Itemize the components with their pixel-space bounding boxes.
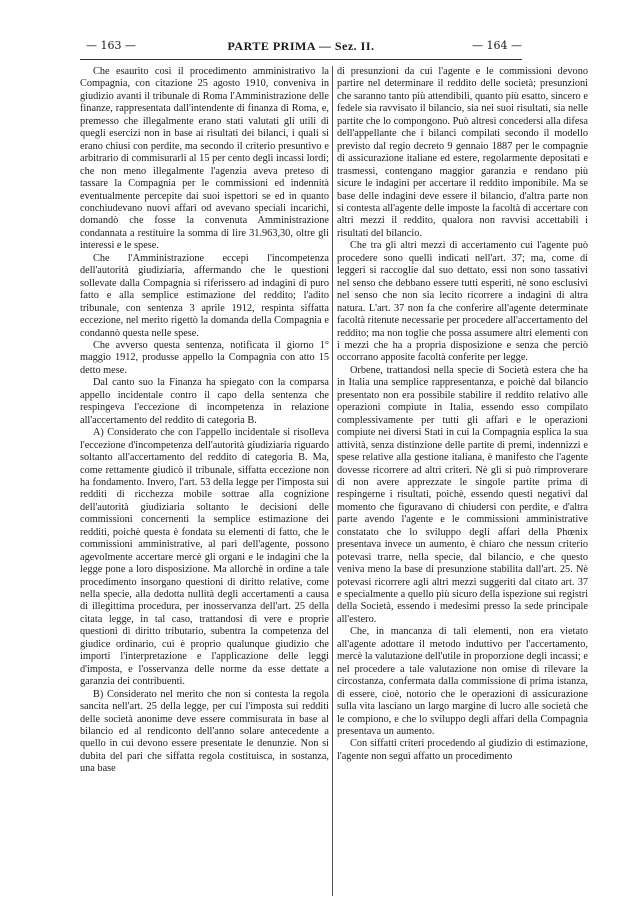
right-column: [337, 66, 588, 763]
column-divider: [332, 66, 333, 896]
running-header: [80, 36, 522, 56]
paragraph: B) Considerato nel merito che non si contesta la regola sancita nell'art. 25 della legge, per cui l'imposta sui redditi delle società anonime deve essere commisurata in base al bilancio ed al rendiconto dell'anno solare antecedente a quello in cui devono essere presentate le denunzie. Non si dubita del pari che siffatta regola costituisca, in sostanza, una base: [80, 688, 329, 775]
left-column: [80, 66, 329, 776]
page-number-left: — 163 —: [86, 39, 136, 52]
header-rule: [80, 59, 522, 60]
header-title: PARTE PRIMA — Sez. II.: [227, 39, 375, 53]
paragraph: A) Considerato che con l'appello incidentale si risolleva l'eccezione d'incompetenza dell'autorità giudiziaria riguardo soltanto all'accertamento del reddito di categoria B. Ma, come rettamente giudicò il tribunale, siffatta eccezione non ha fondamento. Invero, l'art. 53 della legge per l'imposta sui redditi di ricchezza mobile sottrae alla cognizione dell'autorità giudiziaria soltanto le decisioni delle commissioni concernenti la semplice estimazione dei redditi, poichè questa è fondata su elementi di fatto, che le commissioni amministrative, al pari dell'agente, possono agevolmente accertare mercè gli organi e le indagini che la legge pone a loro disposizione. Ma allorchè in ordine a tale procedimento insorgano questioni di diritto relative, come nella specie, alla dedotta nullità degli accertamenti a causa di illegittima procedura, per inosservanza dell'art. 25 della citata legge, in tal caso, trattandosi di vere e proprie questioni di diritto tributario, subentra la competenza del giudice ordinario, cui è proprio qualunque giudizio che importi l'interpretazione e l'applicazione delle leggi d'imposta, e l'osservanza delle norme da esse dettate a garanzia dei contribuenti.: [80, 427, 329, 688]
paragraph: Che l'Amministrazione eccepì l'incompetenza dell'autorità giudiziaria, affermando che le questioni sollevate dalla Compagnia si riferissero ad indagini di puro fatto e alla semplice estimazione del reddito; l'adito tribunale, con sentenza 3 aprile 1912, respinta siffatta eccezione, nel merito rigettò la domanda della Compagnia e condannò questa nelle spese.: [80, 252, 329, 339]
paragraph: Dal canto suo la Finanza ha spiegato con la comparsa appello incidentale contro il capo della sentenza che respingeva l'eccezione di incompetenza in relazione all'accertamento del reddito di categoria B.: [80, 377, 329, 426]
paragraph: Orbene, trattandosi nella specie di Società estera che ha in Italia una semplice rappresentanza, e poichè dal bilancio presentato non era possibile stabilire il reddito relativo alle operazioni compiute in Italia, essendo esso compilato complessivamente per tutti gli affari e le operazioni compiute nei diversi Stati in cui la Compagnia esplica la sua attività, senza distinzione delle partite di premi, indennizzi e spese relative alla gestione italiana, è manifesto che l'agente dovesse ricorrere ad altri criteri. Nè gli si può rimproverare di non avere apprezzate le singole partite prima di respingerne i risultati, poichè, essendo questi negativi dal momento che figuravano di chiudersi con perdite, e d'altra parte avendo l'agente e le commissioni amministrative constatato che lo sviluppo degli affari della Phœnix presentava invece un aumento, è chiaro che nessun criterio potevasi trarre, nella specie, dal bilancio, e che questo veniva meno la base di presunzione stabilita dall'art. 25. Nè potevasi ricorrere agli altri mezzi suggeriti dal citato art. 37 e specialmente a quello più sicuro della ispezione sui registri della Società, essendo i medesimi presso la sede principale all'estero.: [337, 364, 588, 625]
paragraph: di presunzioni da cui l'agente e le commissioni devono partire nel determinare il reddito delle società; presunzioni che saranno tanto più attendibili, quanto più esatto, sincero e fedele sia ravvisato il bilancio, sia nei suoi risultati, sia nelle partite che lo compongono. Può altresì concedersi alla difesa dell'appellante che i bilanci compilati secondo il modello previsto dal regio decreto 9 gennaio 1887 per le compagnie di assicurazione italiane ed estere, regolarmente depositati e trasmessi, contengano maggior garanzia e rendano più sicure le indagini per accertare il reddito imponibile. Ma se base delle indagini deve essere il bilancio, d'altra parte non si contesta all'agente delle imposte la facoltà di accertare con altri mezzi il reddito, qualora non ravvisi accettabili i risultati del bilancio.: [337, 66, 588, 239]
page-number-right: — 164 —: [472, 39, 522, 52]
paragraph: Che esaurito così il procedimento amministrativo la Compagnia, con citazione 25 agosto 1910, conveniva in giudizio avanti il tribunale di Roma l'Amministrazione delle finanze, rappresentata dall'intendente di finanza di Roma, e, premesso che illegalmente erano stati valutati gli utili di quegli esercizi non in base ai risultati dei bilanci, i quali si erano chiusi con perdite, ma secondo il criterio presuntivo e arbitrario di commisurarli al 15 per cento degli incassi lordi; che non meno illegalmente l'agenzia aveva preteso di tassare la Compagnia per le commissioni ed indennità eventualmente percepite dai suoi ispettori se ed in quanto conchiudevano nuovi affari od avevano speciali incarichi, domandò che fosse la convenuta Amministrazione condannata a restituire la somma di lire 31.963,30, oltre gli interessi e le spese.: [80, 66, 329, 252]
paragraph: Che, in mancanza di tali elementi, non era vietato all'agente adottare il metodo induttivo per l'accertamento, mercè la valutazione dell'utile in proporzione degli incassi; e nel procedere a tale valutazione non omise di rilevare la circostanza, confermata dalla commissione di prima istanza, di essere, cioè, notorio che le operazioni di assicurazione sulla vita lasciano un largo margine di lucro alle società che le compiono, e che lo sviluppo degli affari della Compagnia presentava un aumento.: [337, 626, 588, 738]
paragraph: Con siffatti criteri procedendo al giudizio di estimazione, l'agente non seguì affatto un procedimento: [337, 738, 588, 762]
paragraph: Che avverso questa sentenza, notificata il giorno 1° maggio 1912, produsse appello la Compagnia con atto 15 detto mese.: [80, 339, 329, 376]
paragraph: Che tra gli altri mezzi di accertamento cui l'agente può procedere sono quelli indicati nell'art. 37; ma, come di leggeri si raccoglie dal suo dettato, essi non sono tassativi nel senso che debbano essere tutti esperiti, nè sono esclusivi nel senso che non sia lecito ricorrere a indagini di altra natura. L'art. 37 non fa che conferire all'agente determinate facoltà ritenute necessarie per procedere all'accertamento del reddito; ma non toglie che possa assumere altri elementi con i mezzi che ha a propria disposizione e senza che perciò occorrano apposite facoltà conferite per legge.: [337, 240, 588, 364]
